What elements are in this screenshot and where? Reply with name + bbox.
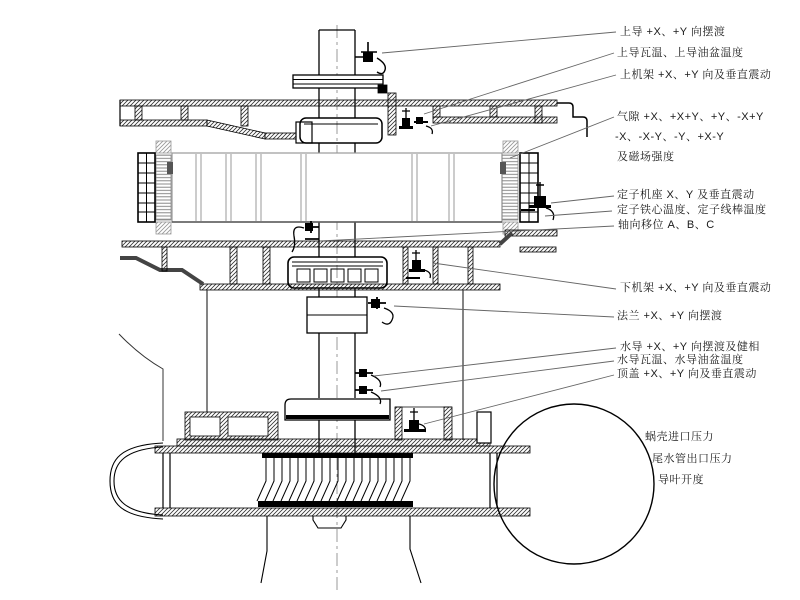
draft-tube — [261, 516, 421, 583]
rotor — [156, 141, 518, 234]
label-upper-guide-swing: 上导 +X、+Y 向摆渡 — [620, 26, 726, 38]
label-air-gap-line2: -X、-X-Y、-Y、+X-Y — [615, 131, 725, 143]
stator-right — [520, 153, 538, 222]
runner-blades — [257, 453, 413, 507]
coupling-flange — [307, 297, 367, 333]
label-head-cover-vibration: 顶盖 +X、+Y 向及垂直震动 — [617, 368, 757, 380]
sensor-upper-guide — [355, 42, 385, 74]
label-draft-tube-pressure: 尾水管出口压力 — [652, 453, 733, 465]
label-stator-core-temps: 定子铁心温度、定子线棒温度 — [617, 204, 767, 216]
label-spiral-case-pressure: 蜗壳进口压力 — [645, 431, 714, 443]
sensor-lower-bracket — [406, 250, 430, 278]
label-stator-frame-vibration: 定子机座 X、Y 及垂直震动 — [617, 189, 755, 201]
leader-lines — [320, 32, 616, 424]
label-upper-guide-temps: 上导瓦温、上导油盆温度 — [617, 47, 744, 59]
label-guide-vane-opening: 导叶开度 — [658, 474, 704, 486]
lower-bracket — [120, 230, 557, 290]
label-upper-bracket-vibration: 上机架 +X、+Y 向及垂直震动 — [620, 69, 772, 81]
label-flange-swing: 法兰 +X、+Y 向摆渡 — [617, 310, 723, 322]
stator-left — [138, 153, 155, 222]
label-air-gap-line3: 及磁场强度 — [617, 151, 675, 163]
upper-bracket — [120, 85, 587, 143]
label-water-guide-swing: 水导 +X、+Y 向摆渡及健相 — [620, 341, 760, 353]
label-lower-bracket-vibration: 下机架 +X、+Y 向及垂直震动 — [620, 282, 772, 294]
label-axial-displacement: 轴向移位 A、B、C — [618, 219, 715, 231]
turbine-flange — [285, 399, 390, 420]
spiral-case-right — [494, 404, 654, 564]
label-water-guide-temps: 水导瓦温、水导油盆温度 — [617, 354, 744, 366]
sensor-head-cover — [404, 408, 426, 432]
label-air-gap-line1: 气隙 +X、+X+Y、+Y、-X+Y — [617, 111, 764, 123]
sensor-upper-bracket — [399, 108, 432, 134]
sensor-flange — [368, 297, 393, 324]
upper-shaft-flange — [293, 75, 383, 88]
